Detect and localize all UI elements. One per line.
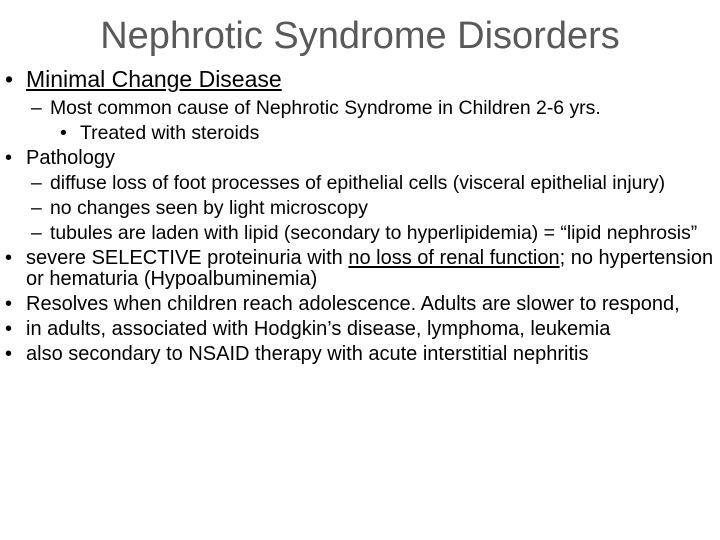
- bullet-text: Resolves when children reach adolescence. Adults are slower to respond,: [26, 293, 680, 315]
- bullet-marker: •: [60, 122, 67, 144]
- bullet-marker: •: [5, 66, 14, 92]
- sub-sub-bullet-text: Treated with steroids: [80, 122, 260, 144]
- bullet-pathology: [0, 148, 718, 169]
- sub-bullet-diffuse-loss: [0, 173, 718, 194]
- sub-bullet-tubules-laden: [0, 223, 718, 244]
- sub-bullet-text: no changes seen by light microscopy: [50, 197, 368, 219]
- dash-marker: –: [31, 222, 42, 244]
- bullet-text-pre: severe SELECTIVE proteinuria with: [26, 247, 349, 269]
- sub-sub-bullet-treated-with-steroids: [0, 123, 718, 144]
- dash-marker: –: [31, 197, 42, 219]
- bullet-selective-proteinuria: [0, 248, 718, 290]
- bullet-nsaid-therapy: [0, 344, 718, 365]
- bullet-resolves: [0, 294, 718, 315]
- bullet-text: in adults, associated with Hodgkin’s disease, lymphoma, leukemia: [26, 318, 611, 340]
- bullet-marker: •: [5, 318, 13, 340]
- bullet-text: Pathology: [26, 147, 115, 169]
- bullet-marker: •: [5, 147, 13, 169]
- bullet-marker: •: [5, 247, 13, 269]
- bullet-in-adults: [0, 319, 718, 340]
- bullet-minimal-change-disease: [0, 66, 718, 92]
- slide-content: [0, 66, 718, 365]
- bullet-text: also secondary to NSAID therapy with acute interstitial nephritis: [26, 343, 589, 365]
- sub-bullet-most-common-cause: [0, 98, 718, 119]
- slide-title: Nephrotic Syndrome Disorders: [100, 15, 620, 57]
- bullet-text-underlined: no loss of renal function: [348, 247, 560, 269]
- sub-bullet-text: diffuse loss of foot processes of epithelial cells (visceral epithelial injury): [50, 172, 666, 194]
- bullet-text: Minimal Change Disease: [26, 66, 282, 92]
- dash-marker: –: [31, 97, 42, 119]
- bullet-marker: •: [5, 293, 13, 315]
- sub-bullet-no-changes: [0, 198, 718, 219]
- sub-bullet-text: Most common cause of Nephrotic Syndrome in Children 2-6 yrs.: [50, 97, 601, 119]
- bullet-marker: •: [5, 343, 13, 365]
- bullet-text-post: ; no hypertension or hematuria (Hypoalbuminemia): [26, 247, 714, 290]
- sub-bullet-text: tubules are laden with lipid (secondary to hyperlipidemia) = “lipid nephrosis”: [50, 222, 698, 244]
- dash-marker: –: [31, 172, 42, 194]
